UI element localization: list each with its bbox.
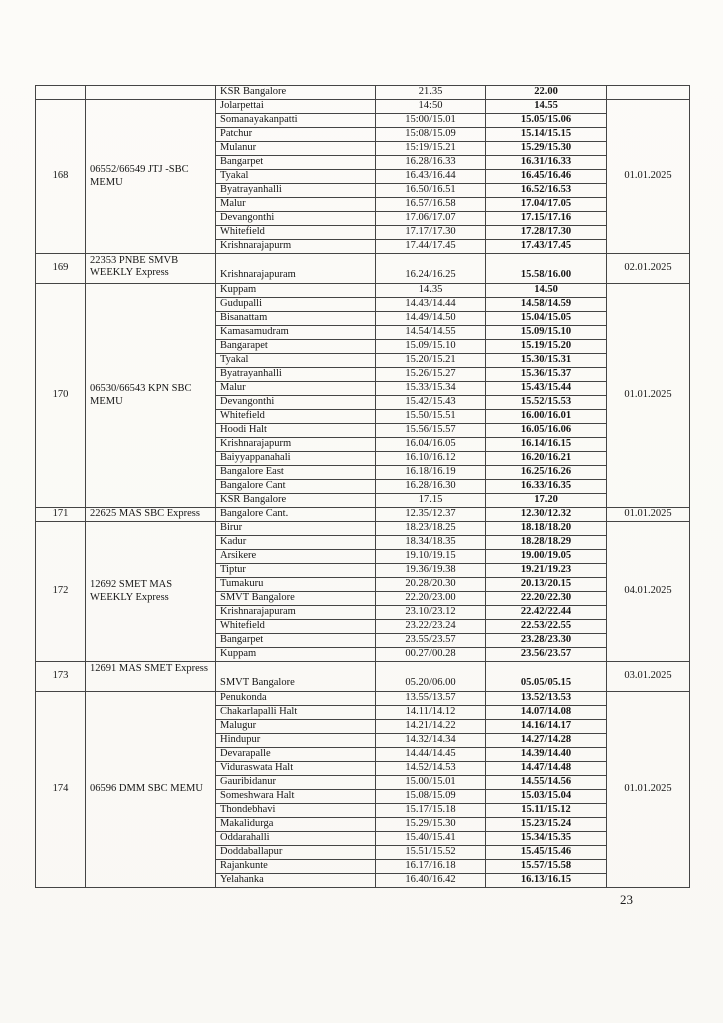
station-name-cell: Byatrayanhalli: [216, 184, 376, 198]
table-row: [36, 100, 690, 114]
station-name-cell: Jolarpettai: [216, 100, 376, 114]
scheduled-time-cell: 13.55/13.57: [376, 692, 486, 706]
station-name-cell: Gudupalli: [216, 298, 376, 312]
table-row: [36, 662, 690, 692]
revised-time-cell: 17.15/17.16: [486, 212, 607, 226]
serial-number-cell: 171: [36, 508, 86, 522]
station-name-cell: SMVT Bangalore: [216, 592, 376, 606]
station-name-cell: Bangarpet: [216, 156, 376, 170]
scheduled-time-cell: 16.04/16.05: [376, 438, 486, 452]
revised-time-cell: 15.52/15.53: [486, 396, 607, 410]
scheduled-time-cell: 19.10/19.15: [376, 550, 486, 564]
revised-time-cell: 22.42/22.44: [486, 606, 607, 620]
revised-time-cell: 14.47/14.48: [486, 762, 607, 776]
scheduled-time-cell: 16.28/16.33: [376, 156, 486, 170]
scheduled-time-cell: 14.32/14.34: [376, 734, 486, 748]
revised-time-cell: 14.07/14.08: [486, 706, 607, 720]
scheduled-time-cell: 14.52/14.53: [376, 762, 486, 776]
serial-number-cell: 173: [36, 662, 86, 692]
scheduled-time-cell: 15.33/15.34: [376, 382, 486, 396]
station-name-cell: Whitefield: [216, 410, 376, 424]
station-name-cell: Viduraswata Halt: [216, 762, 376, 776]
station-name-cell: Someshwara Halt: [216, 790, 376, 804]
revised-time-cell: 15.03/15.04: [486, 790, 607, 804]
station-name-cell: Baiyyappanahali: [216, 452, 376, 466]
date-cell: 01.01.2025: [607, 692, 690, 888]
station-name-cell: Kamasamudram: [216, 326, 376, 340]
serial-number-cell: 170: [36, 284, 86, 508]
scheduled-time-cell: 14.44/14.45: [376, 748, 486, 762]
table-row: [36, 692, 690, 706]
scheduled-time-cell: 14.21/14.22: [376, 720, 486, 734]
scheduled-time-cell: 18.23/18.25: [376, 522, 486, 536]
station-name-cell: Malur: [216, 382, 376, 396]
table-row: [36, 508, 690, 522]
station-name-cell: Doddaballapur: [216, 846, 376, 860]
revised-time-cell: 16.31/16.33: [486, 156, 607, 170]
scheduled-time-cell: 12.35/12.37: [376, 508, 486, 522]
page-number: 23: [620, 892, 633, 907]
station-name-cell: Krishnarajapuram: [216, 606, 376, 620]
date-cell: 01.01.2025: [607, 100, 690, 254]
scheduled-time-cell: 14:50: [376, 100, 486, 114]
station-name-cell: Tiptur: [216, 564, 376, 578]
station-name-cell: Bangarpet: [216, 634, 376, 648]
revised-time-cell: 15.14/15.15: [486, 128, 607, 142]
scheduled-time-cell: 15.26/15.27: [376, 368, 486, 382]
scheduled-time-cell: 16.50/16.51: [376, 184, 486, 198]
date-cell: 04.01.2025: [607, 522, 690, 662]
scheduled-time-cell: 16.18/16.19: [376, 466, 486, 480]
station-name-cell: Somanayakanpatti: [216, 114, 376, 128]
station-name-cell: SMVT Bangalore: [216, 662, 376, 692]
revised-time-cell: 16.14/16.15: [486, 438, 607, 452]
scheduled-time-cell: 16.17/16.18: [376, 860, 486, 874]
revised-time-cell: 18.18/18.20: [486, 522, 607, 536]
scheduled-time-cell: 16.43/16.44: [376, 170, 486, 184]
revised-time-cell: 15.36/15.37: [486, 368, 607, 382]
station-name-cell: KSR Bangalore: [216, 86, 376, 100]
station-name-cell: Kuppam: [216, 284, 376, 298]
scheduled-time-cell: 17.44/17.45: [376, 240, 486, 254]
revised-time-cell: 15.23/15.24: [486, 818, 607, 832]
serial-number-cell: 169: [36, 254, 86, 284]
revised-time-cell: 15.34/15.35: [486, 832, 607, 846]
station-name-cell: Bangarapet: [216, 340, 376, 354]
station-name-cell: Devangonthi: [216, 212, 376, 226]
station-name-cell: Birur: [216, 522, 376, 536]
station-name-cell: Malur: [216, 198, 376, 212]
revised-time-cell: 16.00/16.01: [486, 410, 607, 424]
revised-time-cell: 22.53/22.55: [486, 620, 607, 634]
scheduled-time-cell: 23.22/23.24: [376, 620, 486, 634]
revised-time-cell: 17.43/17.45: [486, 240, 607, 254]
station-name-cell: Krishnarajapuram: [216, 254, 376, 284]
scheduled-time-cell: 17.17/17.30: [376, 226, 486, 240]
scheduled-time-cell: 15.00/15.01: [376, 776, 486, 790]
scheduled-time-cell: 14.54/14.55: [376, 326, 486, 340]
train-name-cell: 06530/66543 KPN SBC MEMU: [86, 284, 216, 508]
revised-time-cell: 17.28/17.30: [486, 226, 607, 240]
date-cell: 01.01.2025: [607, 284, 690, 508]
table-row: [36, 284, 690, 298]
date-cell: 03.01.2025: [607, 662, 690, 692]
station-name-cell: Tyakal: [216, 354, 376, 368]
station-name-cell: Oddarahalli: [216, 832, 376, 846]
scheduled-time-cell: 14.43/14.44: [376, 298, 486, 312]
revised-time-cell: 15.11/15.12: [486, 804, 607, 818]
train-schedule-body: [36, 86, 690, 888]
revised-time-cell: 15.19/15.20: [486, 340, 607, 354]
revised-time-cell: 15.04/15.05: [486, 312, 607, 326]
station-name-cell: Bisanattam: [216, 312, 376, 326]
station-name-cell: Devarapalle: [216, 748, 376, 762]
revised-time-cell: 19.21/19.23: [486, 564, 607, 578]
station-name-cell: Byatrayanhalli: [216, 368, 376, 382]
scheduled-time-cell: 15.08/15.09: [376, 790, 486, 804]
scheduled-time-cell: 15.40/15.41: [376, 832, 486, 846]
revised-time-cell: 18.28/18.29: [486, 536, 607, 550]
station-name-cell: Devangonthi: [216, 396, 376, 410]
train-name-cell: 06552/66549 JTJ -SBC MEMU: [86, 100, 216, 254]
revised-time-cell: 12.30/12.32: [486, 508, 607, 522]
revised-time-cell: 15.05/15.06: [486, 114, 607, 128]
train-name-cell: 12691 MAS SMET Express: [86, 662, 216, 692]
scheduled-time-cell: 15:08/15.09: [376, 128, 486, 142]
revised-time-cell: 23.56/23.57: [486, 648, 607, 662]
train-name-cell: 12692 SMET MAS WEEKLY Express: [86, 522, 216, 662]
revised-time-cell: 15.57/15.58: [486, 860, 607, 874]
station-name-cell: Thondebhavi: [216, 804, 376, 818]
revised-time-cell: 16.20/16.21: [486, 452, 607, 466]
station-name-cell: Arsikere: [216, 550, 376, 564]
station-name-cell: Whitefield: [216, 226, 376, 240]
station-name-cell: Bangalore Cant.: [216, 508, 376, 522]
scheduled-time-cell: 14.35: [376, 284, 486, 298]
table-row: [36, 86, 690, 100]
scheduled-time-cell: 05.20/06.00: [376, 662, 486, 692]
train-name-cell: 22353 PNBE SMVB WEEKLY Express: [86, 254, 216, 284]
revised-time-cell: 17.04/17.05: [486, 198, 607, 212]
revised-time-cell: 15.45/15.46: [486, 846, 607, 860]
station-name-cell: Penukonda: [216, 692, 376, 706]
revised-time-cell: 14.58/14.59: [486, 298, 607, 312]
serial-number-cell: [36, 86, 86, 100]
revised-time-cell: 14.27/14.28: [486, 734, 607, 748]
station-name-cell: Gauribidanur: [216, 776, 376, 790]
revised-time-cell: 15.30/15.31: [486, 354, 607, 368]
scheduled-time-cell: 17.15: [376, 494, 486, 508]
revised-time-cell: 23.28/23.30: [486, 634, 607, 648]
station-name-cell: Bangalore Cant: [216, 480, 376, 494]
station-name-cell: Makalidurga: [216, 818, 376, 832]
train-name-cell: 06596 DMM SBC MEMU: [86, 692, 216, 888]
scheduled-time-cell: 20.28/20.30: [376, 578, 486, 592]
scheduled-time-cell: 15.42/15.43: [376, 396, 486, 410]
serial-number-cell: 172: [36, 522, 86, 662]
revised-time-cell: 16.33/16.35: [486, 480, 607, 494]
revised-time-cell: 15.43/15.44: [486, 382, 607, 396]
revised-time-cell: 15.29/15.30: [486, 142, 607, 156]
serial-number-cell: 168: [36, 100, 86, 254]
station-name-cell: Rajankunte: [216, 860, 376, 874]
revised-time-cell: 15.58/16.00: [486, 254, 607, 284]
revised-time-cell: 14.55/14.56: [486, 776, 607, 790]
revised-time-cell: 16.52/16.53: [486, 184, 607, 198]
scheduled-time-cell: 16.40/16.42: [376, 874, 486, 888]
date-cell: 01.01.2025: [607, 508, 690, 522]
revised-time-cell: 22.20/22.30: [486, 592, 607, 606]
scheduled-time-cell: 15:19/15.21: [376, 142, 486, 156]
date-cell: 02.01.2025: [607, 254, 690, 284]
scheduled-time-cell: 16.28/16.30: [376, 480, 486, 494]
table-row: [36, 254, 690, 284]
revised-time-cell: 16.25/16.26: [486, 466, 607, 480]
station-name-cell: Krishnarajapurm: [216, 240, 376, 254]
scheduled-time-cell: 16.57/16.58: [376, 198, 486, 212]
serial-number-cell: 174: [36, 692, 86, 888]
scheduled-time-cell: 21.35: [376, 86, 486, 100]
scheduled-time-cell: 14.11/14.12: [376, 706, 486, 720]
revised-time-cell: 16.13/16.15: [486, 874, 607, 888]
revised-time-cell: 17.20: [486, 494, 607, 508]
station-name-cell: Krishnarajapurm: [216, 438, 376, 452]
revised-time-cell: 13.52/13.53: [486, 692, 607, 706]
revised-time-cell: 14.55: [486, 100, 607, 114]
station-name-cell: Whitefield: [216, 620, 376, 634]
scheduled-time-cell: 16.24/16.25: [376, 254, 486, 284]
revised-time-cell: 14.50: [486, 284, 607, 298]
scheduled-time-cell: 23.55/23.57: [376, 634, 486, 648]
revised-time-cell: 14.16/14.17: [486, 720, 607, 734]
train-name-cell: [86, 86, 216, 100]
station-name-cell: Mulanur: [216, 142, 376, 156]
revised-time-cell: 05.05/05.15: [486, 662, 607, 692]
scheduled-time-cell: 15.17/15.18: [376, 804, 486, 818]
revised-time-cell: 19.00/19.05: [486, 550, 607, 564]
station-name-cell: Yelahanka: [216, 874, 376, 888]
revised-time-cell: 22.00: [486, 86, 607, 100]
scheduled-time-cell: 16.10/16.12: [376, 452, 486, 466]
scheduled-time-cell: 15:00/15.01: [376, 114, 486, 128]
scheduled-time-cell: 15.09/15.10: [376, 340, 486, 354]
station-name-cell: Kuppam: [216, 648, 376, 662]
station-name-cell: Malugur: [216, 720, 376, 734]
scheduled-time-cell: 15.29/15.30: [376, 818, 486, 832]
table-row: [36, 522, 690, 536]
station-name-cell: Hindupur: [216, 734, 376, 748]
station-name-cell: Bangalore East: [216, 466, 376, 480]
scheduled-time-cell: 15.50/15.51: [376, 410, 486, 424]
station-name-cell: Tumakuru: [216, 578, 376, 592]
scheduled-time-cell: 23.10/23.12: [376, 606, 486, 620]
station-name-cell: Chakarlapalli Halt: [216, 706, 376, 720]
revised-time-cell: 16.05/16.06: [486, 424, 607, 438]
station-name-cell: Patchur: [216, 128, 376, 142]
station-name-cell: Hoodi Halt: [216, 424, 376, 438]
scheduled-time-cell: 14.49/14.50: [376, 312, 486, 326]
scheduled-time-cell: 18.34/18.35: [376, 536, 486, 550]
train-name-cell: 22625 MAS SBC Express: [86, 508, 216, 522]
scheduled-time-cell: 15.20/15.21: [376, 354, 486, 368]
scheduled-time-cell: 15.56/15.57: [376, 424, 486, 438]
scheduled-time-cell: 17.06/17.07: [376, 212, 486, 226]
scheduled-time-cell: 19.36/19.38: [376, 564, 486, 578]
scheduled-time-cell: 00.27/00.28: [376, 648, 486, 662]
train-schedule-table: [35, 85, 690, 888]
revised-time-cell: 20.13/20.15: [486, 578, 607, 592]
station-name-cell: Tyakal: [216, 170, 376, 184]
station-name-cell: KSR Bangalore: [216, 494, 376, 508]
scheduled-time-cell: 22.20/23.00: [376, 592, 486, 606]
date-cell: [607, 86, 690, 100]
station-name-cell: Kadur: [216, 536, 376, 550]
revised-time-cell: 14.39/14.40: [486, 748, 607, 762]
revised-time-cell: 16.45/16.46: [486, 170, 607, 184]
scheduled-time-cell: 15.51/15.52: [376, 846, 486, 860]
revised-time-cell: 15.09/15.10: [486, 326, 607, 340]
